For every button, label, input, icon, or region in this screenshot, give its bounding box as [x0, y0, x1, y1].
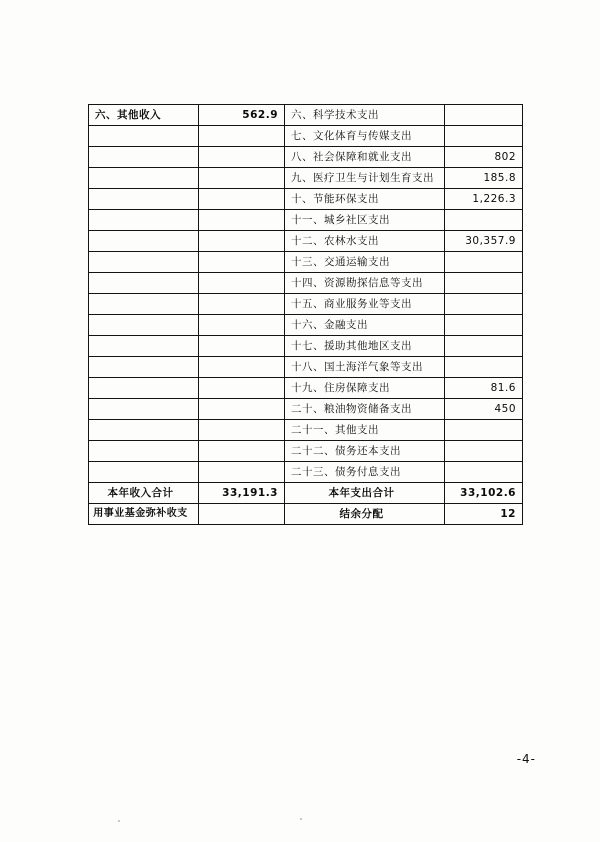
table-row: [89, 105, 523, 126]
table-row: [89, 252, 523, 273]
expenditure-item-cell: 十九、住房保障支出: [285, 378, 445, 399]
expenditure-item-cell: 九、医疗卫生与计划生育支出: [285, 168, 445, 189]
table-row: [89, 357, 523, 378]
expenditure-item-cell: 十二、农林水支出: [285, 231, 445, 252]
revenue-item-cell: [89, 147, 199, 168]
expenditure-amount-cell: [445, 126, 523, 147]
expenditure-amount-cell: [445, 273, 523, 294]
expenditure-item-cell: 十七、援助其他地区支出: [285, 336, 445, 357]
table-row: [89, 462, 523, 483]
expenditure-amount-cell: 1,226.3: [445, 189, 523, 210]
table-row: [89, 210, 523, 231]
revenue-amount-cell: [199, 420, 285, 441]
table-row: [89, 168, 523, 189]
revenue-amount-cell: [199, 273, 285, 294]
revenue-item-cell: [89, 441, 199, 462]
revenue-item-cell: 本年收入合计: [89, 483, 199, 504]
expenditure-item-cell: 二十、粮油物资储备支出: [285, 399, 445, 420]
table-row: [89, 147, 523, 168]
expenditure-item-cell: 结余分配: [285, 504, 445, 525]
revenue-amount-cell: [199, 441, 285, 462]
expenditure-amount-cell: [445, 105, 523, 126]
table-row: [89, 126, 523, 147]
expenditure-item-cell: 十、节能环保支出: [285, 189, 445, 210]
revenue-amount-cell: [199, 147, 285, 168]
expenditure-amount-cell: 12: [445, 504, 523, 525]
table-row: [89, 273, 523, 294]
revenue-amount-cell: [199, 504, 285, 525]
revenue-item-cell: [89, 399, 199, 420]
revenue-item-cell: [89, 273, 199, 294]
revenue-item-cell: [89, 315, 199, 336]
revenue-item-cell: [89, 210, 199, 231]
revenue-item-cell: [89, 462, 199, 483]
revenue-amount-cell: [199, 315, 285, 336]
revenue-amount-cell: [199, 252, 285, 273]
expenditure-item-cell: 十八、国土海洋气象等支出: [285, 357, 445, 378]
revenue-amount-cell: [199, 336, 285, 357]
expenditure-amount-cell: [445, 441, 523, 462]
expenditure-item-cell: 二十三、债务付息支出: [285, 462, 445, 483]
table-row: [89, 336, 523, 357]
expenditure-item-cell: 六、科学技术支出: [285, 105, 445, 126]
table-row: [89, 399, 523, 420]
table-row: [89, 504, 523, 525]
expenditure-amount-cell: [445, 294, 523, 315]
expenditure-amount-cell: [445, 252, 523, 273]
expenditure-amount-cell: 81.6: [445, 378, 523, 399]
revenue-item-cell: [89, 294, 199, 315]
revenue-amount-cell: [199, 399, 285, 420]
table-row: [89, 315, 523, 336]
expenditure-amount-cell: [445, 420, 523, 441]
expenditure-amount-cell: 185.8: [445, 168, 523, 189]
expenditure-item-cell: 十三、交通运输支出: [285, 252, 445, 273]
expenditure-amount-cell: 802: [445, 147, 523, 168]
revenue-item-cell: [89, 189, 199, 210]
budget-table: [88, 104, 523, 525]
expenditure-amount-cell: [445, 210, 523, 231]
revenue-amount-cell: 562.9: [199, 105, 285, 126]
table-row: [89, 441, 523, 462]
revenue-amount-cell: [199, 462, 285, 483]
budget-table-body: [89, 105, 523, 525]
expenditure-amount-cell: [445, 315, 523, 336]
expenditure-item-cell: 十一、城乡社区支出: [285, 210, 445, 231]
revenue-amount-cell: [199, 378, 285, 399]
expenditure-item-cell: 七、文化体育与传媒支出: [285, 126, 445, 147]
revenue-item-cell: [89, 378, 199, 399]
revenue-item-cell: [89, 126, 199, 147]
table-row: [89, 483, 523, 504]
expenditure-amount-cell: 33,102.6: [445, 483, 523, 504]
revenue-item-cell: [89, 252, 199, 273]
expenditure-item-cell: 二十一、其他支出: [285, 420, 445, 441]
page-number: -4-: [516, 752, 536, 766]
revenue-item-cell: [89, 420, 199, 441]
table-row: [89, 294, 523, 315]
expenditure-amount-cell: [445, 357, 523, 378]
revenue-amount-cell: [199, 189, 285, 210]
expenditure-item-cell: 十四、资源勘探信息等支出: [285, 273, 445, 294]
table-row: [89, 420, 523, 441]
expenditure-item-cell: 十五、商业服务业等支出: [285, 294, 445, 315]
revenue-amount-cell: 33,191.3: [199, 483, 285, 504]
budget-table-container: [88, 104, 522, 525]
revenue-item-cell: [89, 231, 199, 252]
revenue-amount-cell: [199, 210, 285, 231]
expenditure-item-cell: 本年支出合计: [285, 483, 445, 504]
table-row: [89, 378, 523, 399]
expenditure-item-cell: 二十二、债务还本支出: [285, 441, 445, 462]
revenue-amount-cell: [199, 126, 285, 147]
revenue-item-cell: 用事业基金弥补收支: [89, 504, 199, 525]
expenditure-item-cell: 十六、金融支出: [285, 315, 445, 336]
revenue-amount-cell: [199, 168, 285, 189]
revenue-item-cell: [89, 168, 199, 189]
revenue-item-cell: 六、其他收入: [89, 105, 199, 126]
table-row: [89, 231, 523, 252]
expenditure-item-cell: 八、社会保障和就业支出: [285, 147, 445, 168]
scan-speck: [300, 818, 302, 820]
revenue-amount-cell: [199, 357, 285, 378]
expenditure-amount-cell: 450: [445, 399, 523, 420]
revenue-amount-cell: [199, 231, 285, 252]
expenditure-amount-cell: 30,357.9: [445, 231, 523, 252]
revenue-item-cell: [89, 336, 199, 357]
table-row: [89, 189, 523, 210]
expenditure-amount-cell: [445, 462, 523, 483]
revenue-item-cell: [89, 357, 199, 378]
expenditure-amount-cell: [445, 336, 523, 357]
revenue-amount-cell: [199, 294, 285, 315]
scan-speck: [118, 820, 120, 822]
